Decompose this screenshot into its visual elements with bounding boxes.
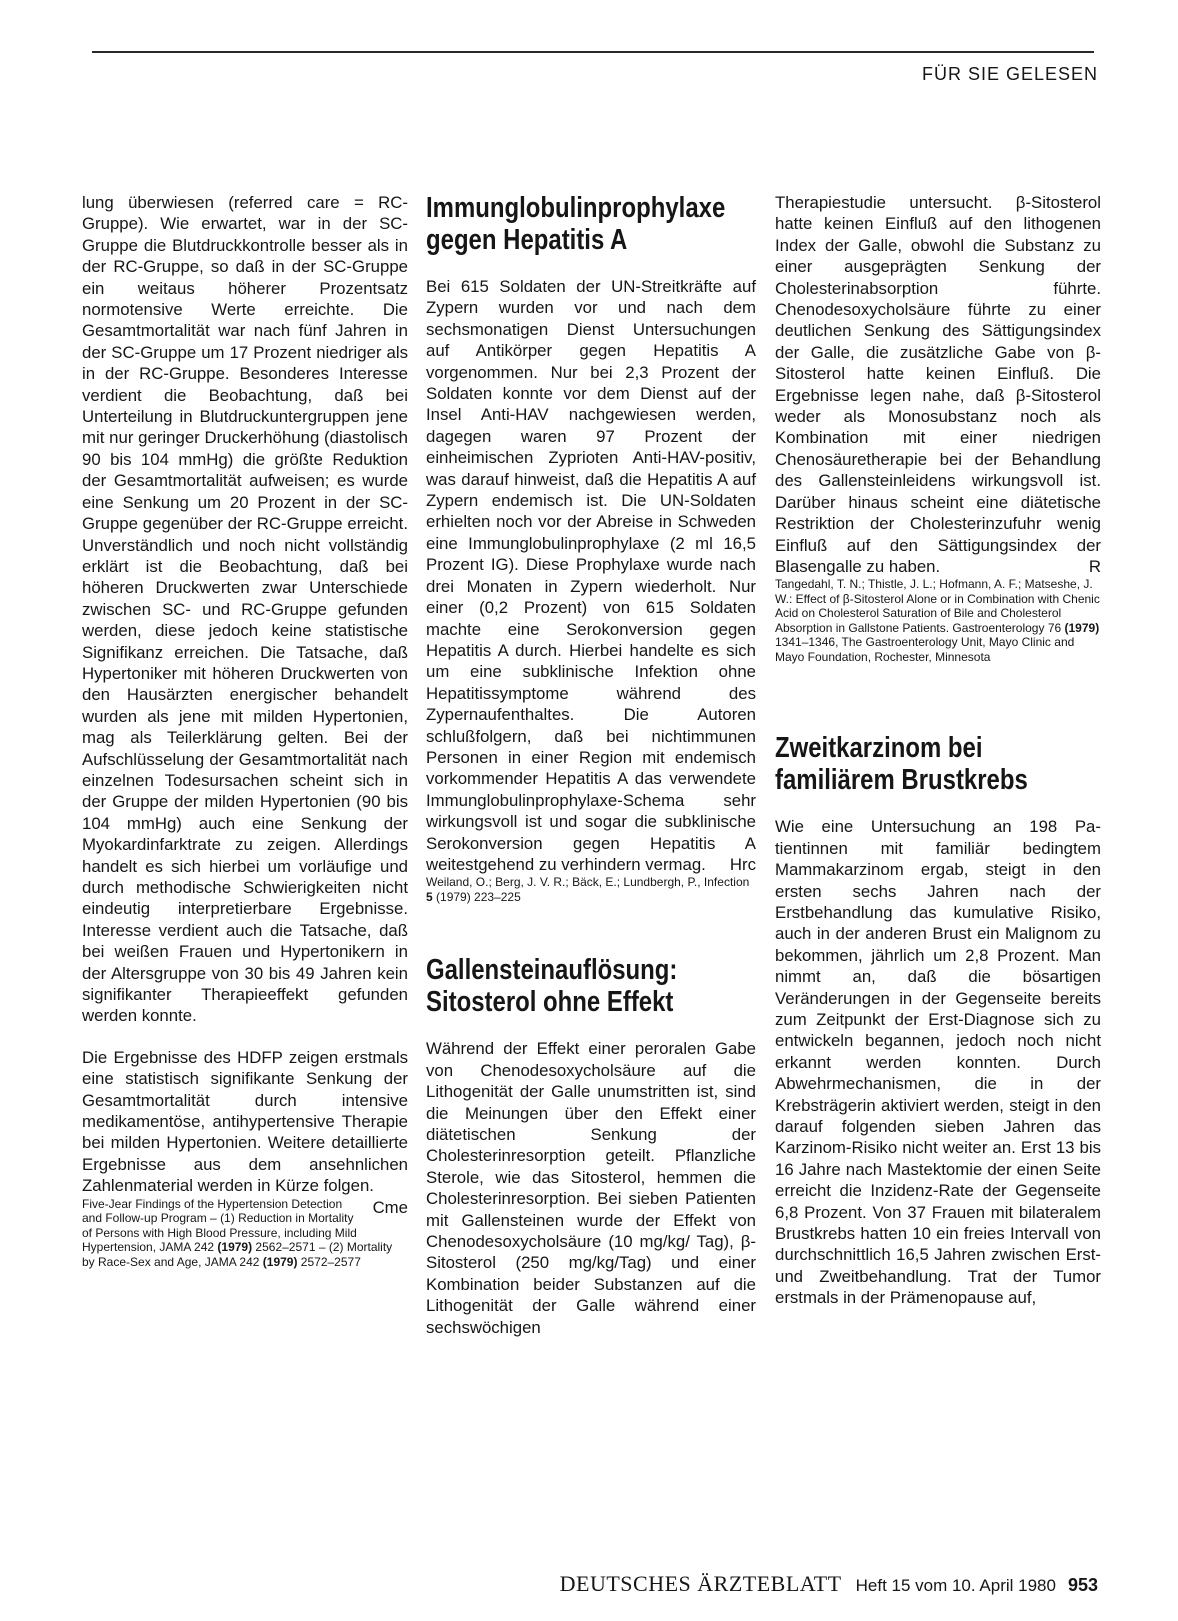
column-2 <box>426 192 756 1338</box>
article-title-hepatitis: Immunglobulinprophylaxe gegen Hepatitis A <box>426 192 726 256</box>
article-body: lung überwiesen (referred care = RC-Gruppe). Wie erwartet, war in der SC-Gruppe die Blutdruckkontrolle besser als in der RC-Gruppe, so daß in der SC-Gruppe ein weitaus höherer Prozentsatz normotensive Werte erreichte. Die Gesamtmortalität war nach fünf Jahren in der SC-Gruppe um 17 Prozent niedriger als in der RC-Gruppe. Besonderes Interesse verdient die Beobachtung, daß bei Unterteilung in Blutdruckuntergruppen jene mit nur geringer Druckerhöhung (diastolisch 90 bis 104 mmHg) die größte Reduktion der Gesamtmortalität aufweisen; es wurde eine Senkung um 20 Prozent in der SC-Gruppe gegenüber der RC-Gruppe erreicht. Unverständlich und noch nicht vollständig erklärt ist die Beobachtung, daß bei höheren Druckwerten zwar Unterschiede zwischen SC- und RC-Gruppe gefunden werden, diese jedoch keine statistische Signifikanz erreichen. Die Tatsache, daß Hypertoniker mit höheren Druckwerten von den Hausärzten energischer behandelt wurden als jene mit milden Hypertonien, mag als Teilerklärung gelten. Bei der Aufschlüsselung der Gesamtmortalität nach einzelnen Todesursachen scheint sich in der Gruppe der milden Hypertonien (90 bis 104 mmHg) auch eine Senkung der Myokardinfarktrate zu zeigen. Allerdings handelt es sich hierbei um vorläufige und durch methodische Schwierigkeiten nicht eindeutig interpretierbare Ergebnisse. Interesse verdient auch die Tatsache, daß bei weißen Frauen und Hypertonikern in der Altersgruppe von 30 bis 49 Jahren kein signifikanter Therapieeffekt gefunden werden konnte. <box>82 193 408 1026</box>
article-body-gallstones: Während der Effekt einer peroralen Gabe von Chenodesoxycholsäure auf die Lithogenität der Galle unumstritten ist, sind die Meinungen über den Effekt einer diätetischen Senkung der Cholesterinresorption geteilt. Pflanzliche Sterole, wie das Sitosterol, hemmen die Cholesterinresorption. Bei sieben Patienten mit Gallensteinen wurde der Effekt von Chenodesoxycholsäure (10 mg/kg/ Tag), β-Sitosterol (250 mg/kg/Tag) und einer Kombination beider Substanzen auf die Lithogenität der Galle während einer sechswöchigen <box>426 1039 756 1337</box>
article-title-gallstones: Gallensteinauflösung: Sitosterol ohne Effekt <box>426 954 678 1019</box>
column-1 <box>82 192 408 1269</box>
reference-text: 2562–2571 – (2) Mortality by Race-Sex and Age, JAMA 242 <box>82 1240 393 1269</box>
body-text: Therapiestudie untersucht. β-Sitosterol hatte keinen Einfluß auf den lithogenen Index der Galle, obwohl die Substanz zu einer ausgeprägten Senkung der Cholesterinabsorption führte. Chenodesoxycholsäure führte zu einer deutlichen Senkung des Sättigungsindex der Galle, die zusätzliche Gabe von β-Sitosterol hatte keinen Einfluß. Die Ergebnisse legen nahe, daß β-Sitosterol weder als Monosubstanz noch als Kombination mit einer niedrigen Chenosäuretherapie bei der Behandlung des Gallensteinleidens wirkungsvoll ist. Darüber hinaus scheint eine diätetische Restriktion der Cholesterinzufuhr wenig Einfluß auf den Sättigungsindex der Blasengalle zu haben. <box>775 193 1101 576</box>
column-3 <box>775 192 1101 1309</box>
reference-hepatitis <box>426 875 756 904</box>
conclusion-text: Die Ergebnisse des HDFP zeigen erstmals eine statistisch signifikante Senkung der Gesamtmortalität durch intensive medikamentöse, antihypertensive Therapie bei milden Hypertonien. Weitere detaillierte Ergebnisse aus dem ansehnlichen Zahlenmaterial werden in Kürze folgen. <box>82 1047 408 1196</box>
article-title-breast-cancer: Zweitkarzinom bei familiärem Brustkrebs <box>775 732 1028 797</box>
reference-text: 2572–2577 <box>297 1254 361 1269</box>
body-text: Bei 615 Soldaten der UN-Streitkräfte auf Zypern wurden vor und nach dem sechsmonatigen Dienst Untersuchungen auf Antikörper gegen Hepatitis A vorgenommen. Nur bei 2,3 Prozent der Soldaten konnte vor dem Dienst auf der Insel Anti-HAV nachgewiesen werden, dagegen waren 97 Prozent der einheimischen Zyprioten Anti-HAV-positiv, was darauf hinweist, daß die Hepatitis A auf Zypern endemisch ist. Die UN-Soldaten erhielten noch vor der Abreise in Schweden eine Immunglobulinprophylaxe (2 ml 16,5 Prozent IG). Diese Prophylaxe wurde nach drei Monaten in Zypern wiederholt. Nur einer (0,2 Prozent) von 615 Soldaten machte eine Serokonversion gegen Hepatitis A durch. Hierbei handelte es sich um eine subklinische Infektion ohne Hepatitissymptome während des Zypernaufenthaltes. Die Autoren schlußfolgern, daß bei nichtimmunen Personen in einer Region mit endemisch vorkommender Hepatitis A das verwendete Immunglobulinprophylaxe-Schema sehr wirkungsvoll ist und sogar die subklinische Serokonversion gegen Hepatitis A weitestgehend zu verhindern vermag. <box>426 277 756 874</box>
reference-text: Weiland, O.; Berg, J. V. R.; Bäck, E.; Lundbergh, P., Infection <box>426 875 750 890</box>
article-body-hepatitis <box>426 276 756 875</box>
page-footer <box>560 1571 1098 1597</box>
reference-year: (1979) <box>262 1254 298 1269</box>
reference-text: Tangedahl, T. N.; Thistle, J. L.; Hofmann, A. F.; Matseshe, J. W.: Effect of β-Sitosterol Alone or in Combination with Chenic Acid on Cholesterol Saturation of Bile and Cholesterol Absorption in Gallstone Patients. Gastroenterology 76 <box>775 577 1100 635</box>
author-signature: Hrc <box>729 854 756 874</box>
reference-text: Five-Jear Findings of the Hypertension Detection and Follow-up Program – (1) Reduction in Mortality of Persons with High Blood Pressure, including Mild Hypertension, JAMA 242 <box>82 1196 357 1255</box>
reference-year: (1979) <box>1064 620 1100 635</box>
reference <box>82 1197 408 1270</box>
author-signature: Cme <box>372 1197 408 1217</box>
reference-gallstones <box>775 577 1101 664</box>
top-rule <box>92 51 1094 53</box>
article-conclusion <box>82 1047 408 1217</box>
author-signature: R <box>1088 556 1101 576</box>
issue-info: Heft 15 vom 10. April 1980 <box>855 1576 1056 1595</box>
page-number: 953 <box>1067 1575 1098 1595</box>
reference-year: (1979) <box>217 1240 253 1255</box>
reference-volume: 5 <box>426 889 433 904</box>
reference-text: 1341–1346, The Gastroenterology Unit, Mayo Clinic and Mayo Foundation, Rochester, Minnesota <box>775 635 1075 664</box>
journal-masthead: DEUTSCHES ÄRZTEBLATT <box>559 1571 842 1596</box>
reference-text: (1979) 223–225 <box>432 889 521 904</box>
article-body-gallstones-cont <box>775 192 1101 577</box>
article-body-breast-cancer: Wie eine Untersuchung an 198 Patientinnen mit familiär bedingtem Mammakarzinom ergab, steigt in den ersten sechs Jahren nach der Erstbehandlung das kumulative Risiko, auch in der anderen Brust ein Malignom zu bekommen, jährlich um 2,8 Prozent. Man nimmt an, daß die bösartigen Veränderungen in der Gegenseite bereits zum Zeitpunkt der Erst-Diagnose sich zu entwickeln begannen, jedoch noch nicht erkannt werden konnten. Durch Abwehrmechanismen, die in der Krebsträgerin aktiviert werden, steigt in den darauf folgenden sieben Jahren das Karzinom-Risiko nicht weiter an. Erst 13 bis 16 Jahre nach Mastektomie der einen Seite erreicht die Inzidenz-Rate der Gegenseite 6,8 Prozent. Von 37 Frauen mit bilateralem Brustkrebs hatten 10 ein freies Intervall von durchschnittlich 16,5 Jahren zwischen Erst- und Zweitbehandlung. Trat der Tumor erstmals in der Prämenopause auf, <box>775 817 1101 1308</box>
section-label: FÜR SIE GELESEN <box>921 64 1098 84</box>
